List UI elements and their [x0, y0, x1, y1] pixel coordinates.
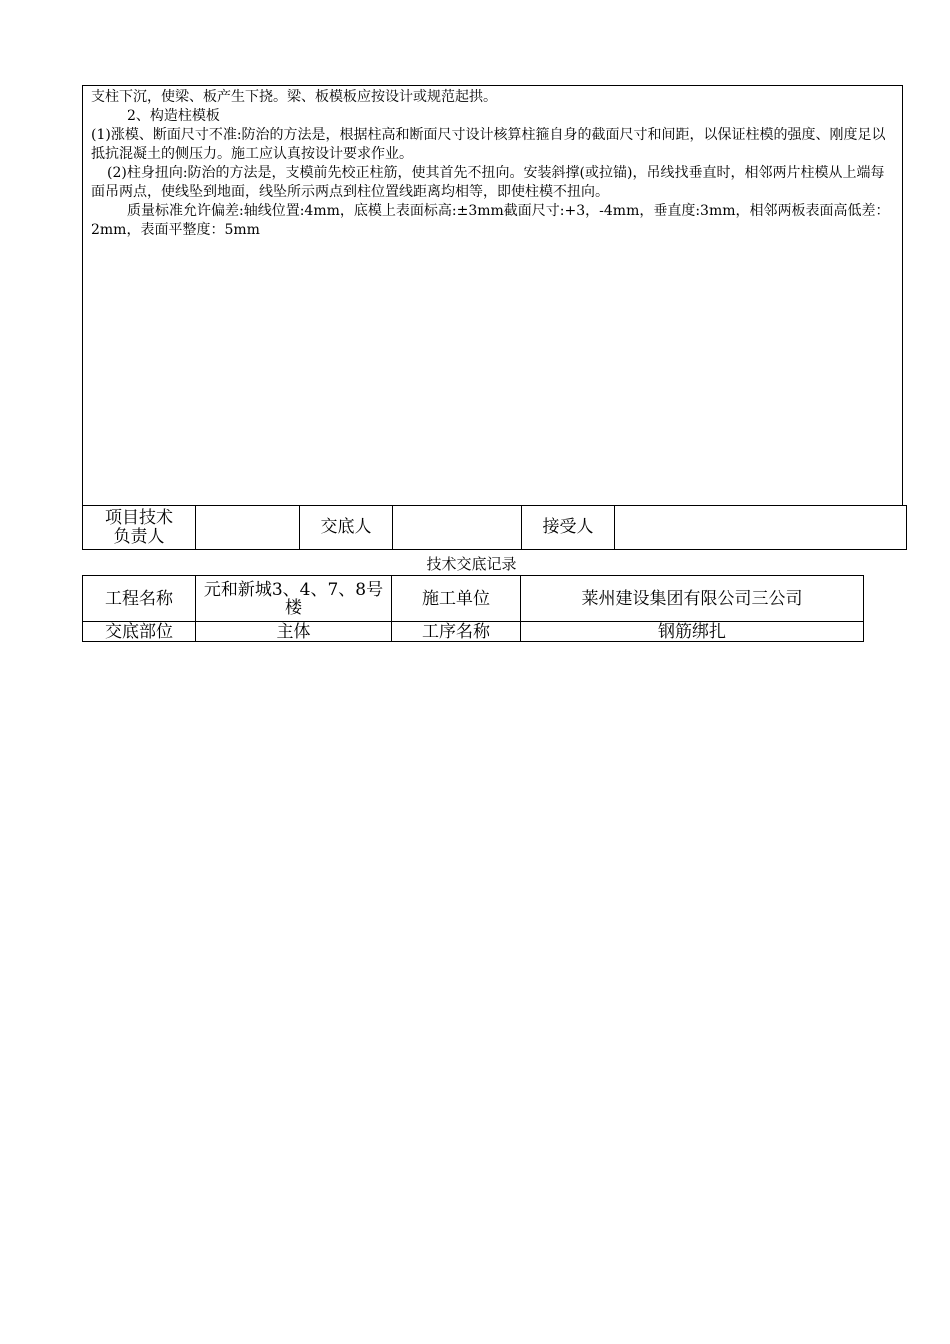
paragraph-quality-standard: 质量标准允许偏差:轴线位置:4mm，底模上表面标高:±3mm截面尺寸:+3，-4mm，垂直度:3mm，相邻两板表面高低差：2mm，表面平整度：5mm [91, 203, 890, 238]
section-heading: 2、构造柱模板 [127, 108, 220, 124]
unit-value: 莱州建设集团有限公司三公司 [521, 576, 864, 622]
text-line: 支柱下沉，使梁、板产生下挠。梁、板模板应按设计或规范起拱。 [91, 89, 497, 105]
project-name-text: 元和新城3、4、7、8号楼 [203, 579, 384, 618]
discloser-label: 交底人 [300, 506, 393, 550]
part-label: 交底部位 [83, 622, 196, 642]
process-value: 钢筋绑扎 [521, 622, 864, 642]
disclosure-content-box [82, 85, 903, 505]
part-value: 主体 [196, 622, 392, 642]
unit-label: 施工单位 [392, 576, 521, 622]
discloser-value [393, 506, 522, 550]
receiver-label: 接受人 [522, 506, 615, 550]
record-table [82, 575, 864, 642]
paragraph-column-twisting: (2)柱身扭向:防治的方法是，支模前先校正柱筋，使其首先不扭向。安装斜撑(或拉锚)，吊线找垂直时，相邻两片柱模从上端每面吊两点，使线坠到地面，线坠所示两点到柱位置线距离均相等，即使柱模不扭向。 [91, 165, 885, 200]
tech-lead-label [83, 506, 196, 550]
paragraph-column-swelling: (1)涨模、断面尺寸不准:防治的方法是，根据柱高和断面尺寸设计核算柱箍自身的截面尺寸和间距，以保证柱模的强度、刚度足以抵抗混凝土的侧压力。施工应认真按设计要求作业。 [91, 127, 886, 162]
process-label: 工序名称 [392, 622, 521, 642]
signature-table [82, 505, 907, 550]
record-title: 技术交底记录 [426, 555, 517, 573]
receiver-value [615, 506, 907, 550]
tech-lead-value [196, 506, 300, 550]
tech-lead-label-text: 项目技术负责人 [105, 507, 173, 547]
project-name-value [196, 576, 392, 622]
project-name-label: 工程名称 [83, 576, 196, 622]
